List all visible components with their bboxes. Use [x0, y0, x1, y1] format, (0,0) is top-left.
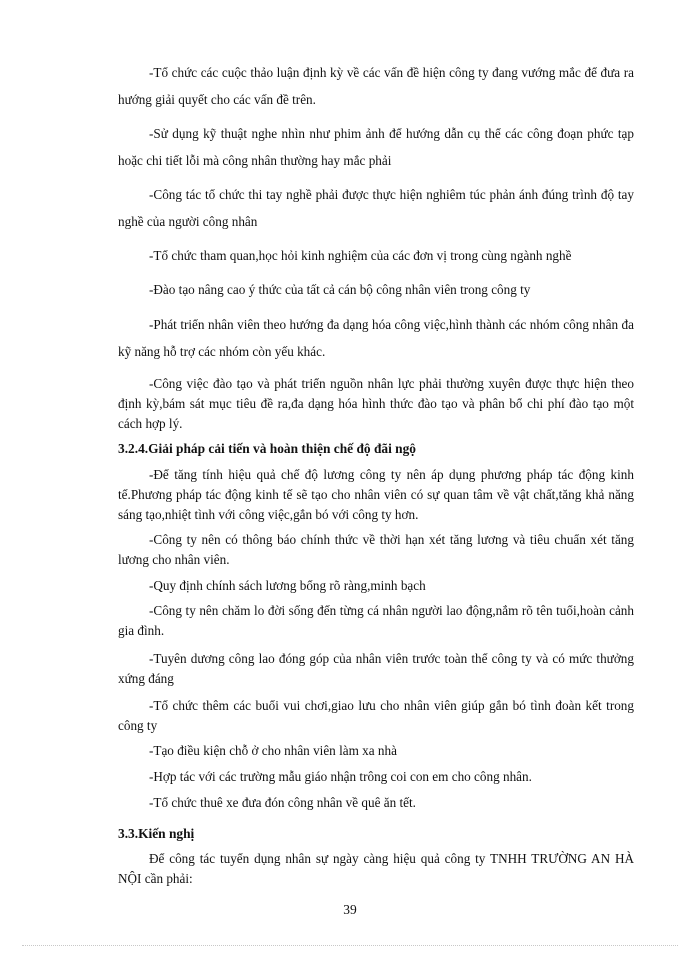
paragraph: -Công việc đào tạo và phát triển nguồn nhân lực phải thường xuyên được thực hiện theo định kỳ,bám sát mục tiêu đề ra,đa dạng hóa hình thức đào tạo và phân bổ chi phí đào tạo một cách hợp lý. — [118, 376, 634, 431]
paragraph: -Tổ chức thêm các buổi vui chơi,giao lưu cho nhân viên giúp gắn bó tình đoàn kết trong công ty — [118, 698, 634, 733]
paragraph: -Sử dụng kỹ thuật nghe nhìn như phim ảnh để hướng dẫn cụ thể các công đoạn phức tạp hoặc chi tiết lỗi mà công nhân thường hay mắc phải — [118, 126, 634, 168]
section-heading-3-3: 3.3.Kiến nghị — [118, 826, 195, 841]
paragraph: -Tạo điều kiện chỗ ở cho nhân viên làm xa nhà — [149, 743, 397, 758]
paragraph: -Tổ chức thuê xe đưa đón công nhân về quê ăn tết. — [149, 795, 416, 810]
page-number: 39 — [343, 902, 357, 917]
paragraph: Để công tác tuyển dụng nhân sự ngày càng hiệu quả công ty TNHH TRƯỜNG AN HÀ NỘI cần phải: — [118, 851, 634, 886]
section-heading-3-2-4: 3.2.4.Giải pháp cải tiến và hoàn thiện chế độ đãi ngộ — [118, 441, 416, 456]
paragraph: -Hợp tác với các trường mẫu giáo nhận trông coi con em cho công nhân. — [149, 769, 532, 784]
paragraph: -Công ty nên chăm lo đời sống đến từng cá nhân người lao động,nắm rõ tên tuổi,hoàn cảnh gia đình. — [118, 603, 634, 638]
paragraph: -Tổ chức các cuộc thảo luận định kỳ về các vấn đề hiện công ty đang vướng mắc để đưa ra hướng giải quyết cho các vấn đề trên. — [118, 65, 634, 107]
paragraph: -Công ty nên có thông báo chính thức về thời hạn xét tăng lương và tiêu chuẩn xét tăng lương cho nhân viên. — [118, 532, 634, 567]
paragraph: -Tuyên dương công lao đóng góp của nhân viên trước toàn thể công ty và có mức thưởng xứng đáng — [118, 651, 634, 686]
paragraph: -Công tác tổ chức thi tay nghề phải được thực hiện nghiêm túc phản ánh đúng trình độ tay nghề của người công nhân — [118, 187, 634, 229]
paragraph: -Tổ chức tham quan,học hỏi kinh nghiệm của các đơn vị trong cùng ngành nghề — [149, 248, 572, 263]
page-border-divider — [22, 945, 678, 946]
paragraph: -Để tăng tính hiệu quả chế độ lương công ty nên áp dụng phương pháp tác động kinh tế.Phương pháp tác động kinh tế sẽ tạo cho nhân viên có sự quan tâm về vật chất,tăng khả năng sáng tạo,nhiệt tình với công việc,gắn bó với công ty hơn. — [118, 467, 634, 522]
paragraph: -Quy định chính sách lương bổng rõ ràng,minh bạch — [149, 578, 426, 593]
paragraph: -Đào tạo nâng cao ý thức của tất cả cán bộ công nhân viên trong công ty — [149, 282, 531, 297]
paragraph: -Phát triển nhân viên theo hướng đa dạng hóa công việc,hình thành các nhóm công nhân đa kỹ năng hỗ trợ các nhóm còn yếu khác. — [118, 317, 634, 359]
